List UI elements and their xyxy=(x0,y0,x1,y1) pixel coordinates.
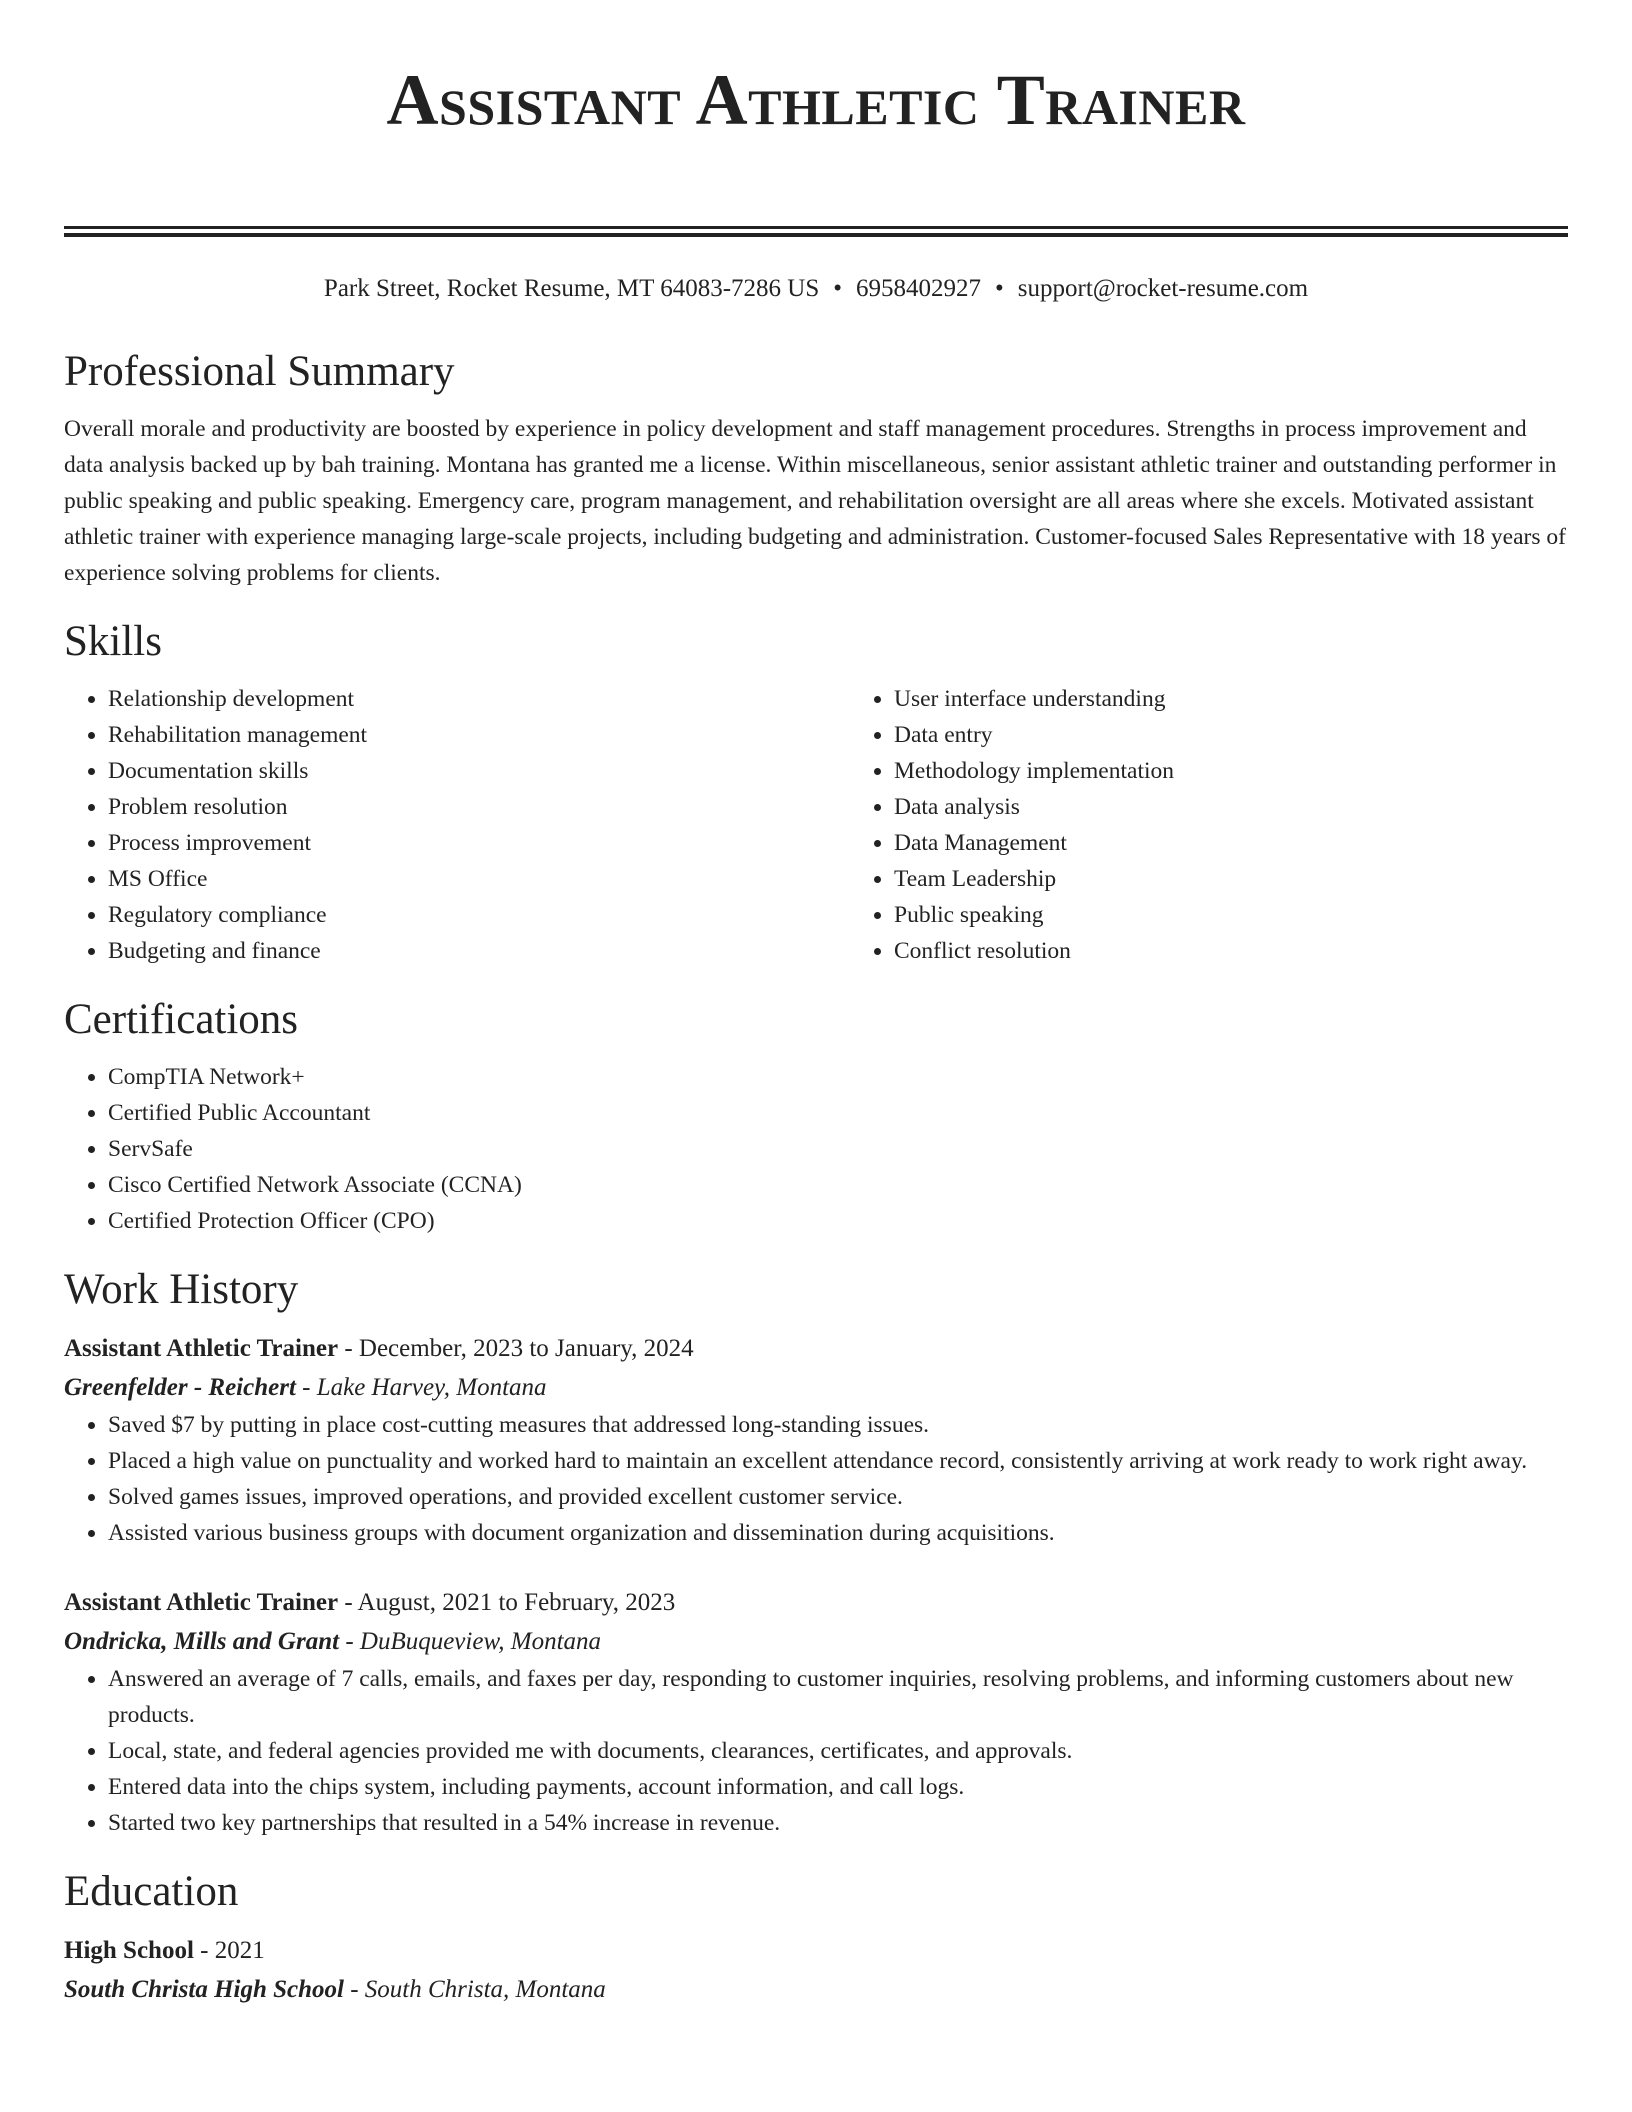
skill-item: • Public speaking xyxy=(894,897,1632,933)
skill-item: • Documentation skills xyxy=(108,753,850,789)
education-degree: High School xyxy=(64,1937,194,1964)
title-divider xyxy=(64,226,1568,237)
skill-item: • Conflict resolution xyxy=(894,933,1632,969)
job-bullet: • Local, state, and federal agencies provided me with documents, clearances, certificates, and approvals. xyxy=(108,1733,1568,1769)
certification-item: • Cisco Certified Network Associate (CCNA) xyxy=(108,1167,1568,1203)
skill-item: • Data entry xyxy=(894,717,1632,753)
certification-item: • ServSafe xyxy=(108,1131,1568,1167)
skills-section xyxy=(64,617,1568,969)
job-company: Ondricka, Mills and Grant xyxy=(64,1628,340,1655)
skill-item: • Problem resolution xyxy=(108,789,850,825)
job-bullets xyxy=(64,1407,1568,1551)
job-dates: - August, 2021 to February, 2023 xyxy=(338,1589,676,1616)
skill-item: • MS Office xyxy=(108,861,850,897)
skill-item: • Methodology implementation xyxy=(894,753,1632,789)
education-entry xyxy=(64,1931,1568,2009)
skill-item: • Process improvement xyxy=(108,825,850,861)
contact-separator: • xyxy=(995,275,1004,302)
contact-line xyxy=(64,273,1568,305)
job-bullet: • Solved games issues, improved operations, and provided excellent customer service. xyxy=(108,1479,1568,1515)
summary-section xyxy=(64,347,1568,591)
education-school: South Christa High School xyxy=(64,1976,344,2003)
certifications-list xyxy=(64,1059,1568,1239)
skills-list-right xyxy=(850,681,1632,969)
job-entry xyxy=(64,1583,1568,1841)
job-bullets xyxy=(64,1661,1568,1841)
job-bullet: • Placed a high value on punctuality and worked hard to maintain an excellent attendance record, consistently arriving at work ready to work right away. xyxy=(108,1443,1568,1479)
education-location: - South Christa, Montana xyxy=(343,1976,606,2003)
job-header xyxy=(64,1329,1568,1368)
contact-email: support@rocket-resume.com xyxy=(1017,275,1309,302)
job-bullet: • Assisted various business groups with document organization and dissemination during acquisitions. xyxy=(108,1515,1568,1551)
certification-item: • Certified Protection Officer (CPO) xyxy=(108,1203,1568,1239)
job-dates: - December, 2023 to January, 2024 xyxy=(338,1335,694,1362)
certifications-heading: Certifications xyxy=(64,996,299,1043)
job-location: - Lake Harvey, Montana xyxy=(295,1374,547,1401)
job-bullet: • Entered data into the chips system, including payments, account information, and call logs. xyxy=(108,1769,1568,1805)
skill-item: • Data Management xyxy=(894,825,1632,861)
skills-list-left xyxy=(64,681,850,969)
job-bullet: • Answered an average of 7 calls, emails, and faxes per day, responding to customer inquiries, resolving problems, and informing customers about new products. xyxy=(108,1661,1568,1733)
education-header xyxy=(64,1931,1568,1970)
job-entry xyxy=(64,1329,1568,1551)
summary-text: Overall morale and productivity are boosted by experience in policy development and staff management procedures. Strengths in process improvement and data analysis backed up by bah training. Montana has granted me a license. Within miscellaneous, senior assistant athletic trainer and outstanding performer in public speaking and public speaking. Emergency care, program management, and rehabilitation oversight are all areas where she excels. Motivated assistant athletic trainer with experience managing large-scale projects, including budgeting and administration. Customer-focused Sales Representative with 18 years of experience solving problems for clients. xyxy=(64,416,1566,586)
education-year: - 2021 xyxy=(193,1937,265,1964)
work-history-section xyxy=(64,1265,1568,1841)
job-bullet: • Saved $7 by putting in place cost-cutting measures that addressed long-standing issues. xyxy=(108,1407,1568,1443)
skill-item: • Team Leadership xyxy=(894,861,1632,897)
summary-heading: Professional Summary xyxy=(64,348,455,395)
contact-phone: 6958402927 xyxy=(856,275,982,302)
job-employer xyxy=(64,1368,1568,1407)
job-employer xyxy=(64,1622,1568,1661)
work-history-heading: Work History xyxy=(64,1266,299,1313)
job-header xyxy=(64,1583,1568,1622)
contact-address: Park Street, Rocket Resume, MT 64083-7286 US xyxy=(323,275,820,302)
skill-item: • User interface understanding xyxy=(894,681,1632,717)
education-school-line xyxy=(64,1970,1568,2009)
job-location: - DuBuqueview, Montana xyxy=(339,1628,602,1655)
skill-item: • Relationship development xyxy=(108,681,850,717)
job-title: Assistant Athletic Trainer xyxy=(64,1335,339,1362)
skill-item: • Regulatory compliance xyxy=(108,897,850,933)
job-title: Assistant Athletic Trainer xyxy=(64,1589,339,1616)
certifications-section xyxy=(64,995,1568,1239)
skills-columns xyxy=(64,681,1568,969)
certification-item: • Certified Public Accountant xyxy=(108,1095,1568,1131)
education-section xyxy=(64,1867,1568,2009)
skill-item: • Data analysis xyxy=(894,789,1632,825)
resume-title: Assistant Athletic Trainer xyxy=(386,60,1246,140)
contact-separator: • xyxy=(833,275,843,302)
job-bullet: • Started two key partnerships that resulted in a 54% increase in revenue. xyxy=(108,1805,1568,1841)
skill-item: • Rehabilitation management xyxy=(108,717,850,753)
education-heading: Education xyxy=(64,1868,239,1915)
certification-item: • CompTIA Network+ xyxy=(108,1059,1568,1095)
skill-item: • Budgeting and finance xyxy=(108,933,850,969)
skills-heading: Skills xyxy=(64,618,162,665)
job-company: Greenfelder - Reichert xyxy=(64,1374,296,1401)
